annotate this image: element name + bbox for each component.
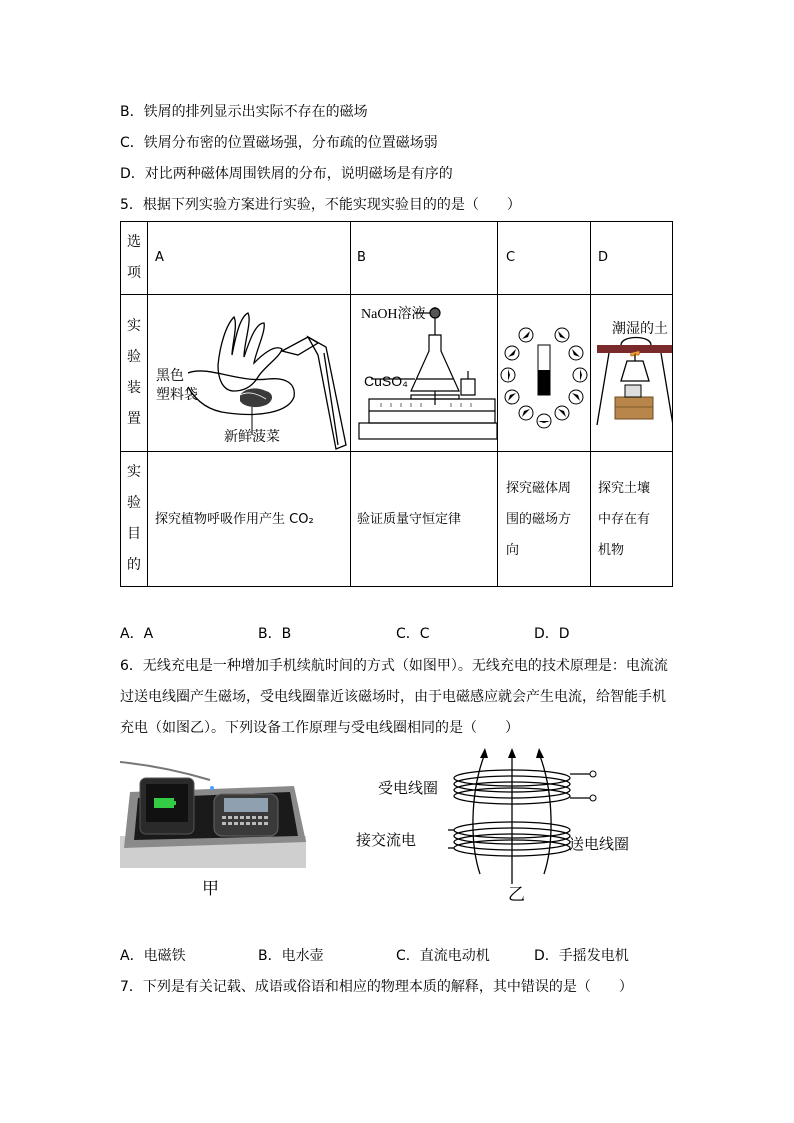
q5-option-b[interactable]: B．B [258,626,292,642]
purpose-line: 向 [506,543,520,558]
label-moist-soil: 潮湿的土 [612,321,668,337]
question-6-line-3: 充电（如图乙）。下列设备工作原理与受电线圈相同的是（ ） [120,720,519,736]
option-d-text: D．对比两种磁体周围铁屑的分布，说明磁场是有序的 [120,166,453,182]
label-cuso4: CuSO₄ [364,373,408,389]
figure-c-magnetic-field [498,295,590,451]
question-7-stem: 7．下列是有关记载、成语或俗语和相应的物理本质的解释，其中错误的是（ ） [120,979,633,995]
row-header-option [120,227,148,289]
column-header-a: A [155,250,164,265]
label-line: 塑料袋 [156,387,198,403]
label-receive-coil: 受电线圈 [378,779,439,797]
figure-a-caption: 甲 [202,879,219,899]
column-header-c: C [506,250,516,265]
table-border-right [672,221,673,587]
purpose-line: 探究磁体周 [506,481,572,496]
row-header-char: 的 [127,557,141,573]
q6-option-a[interactable]: A．电磁铁 [120,948,186,964]
label-send-coil: 送电线圈 [569,835,630,853]
row-header-apparatus [120,311,148,435]
label-naoh-solution: NaOH溶液 [361,307,426,322]
row-header-char: 装 [127,380,141,396]
row-header-char: 验 [127,349,141,365]
purpose-c [506,473,571,566]
row-header-char: 实 [127,464,141,480]
purpose-b: 验证质量守恒定律 [357,512,462,527]
label-ac-supply: 接交流电 [356,831,417,849]
label-line: 黑色 [156,368,184,384]
row-header-purpose [120,457,148,581]
question-6-line-2: 过送电线圈产生磁场，受电线圈靠近该磁场时，由于电磁感应就会产生电流，给智能手机 [120,689,666,705]
purpose-line: 中存在有 [598,512,651,527]
purpose-line: 机物 [598,543,625,558]
q5-option-d[interactable]: D．D [534,626,570,642]
row-header-char: 目 [127,526,141,542]
row-header-char: 选 [127,234,141,250]
option-c-text: C．铁屑分布密的位置磁场强，分布疏的位置磁场弱 [120,135,438,151]
purpose-a: 探究植物呼吸作用产生 CO₂ [155,512,314,527]
column-header-d: D [598,250,609,265]
q6-option-c[interactable]: C．直流电动机 [396,948,490,964]
figure-wireless-charger-photo [120,756,306,868]
purpose-line: 围的磁场方 [506,512,572,527]
q5-option-c[interactable]: C．C [396,626,430,642]
figure-b-caption: 乙 [508,885,525,905]
question-6-line-1: 6．无线充电是一种增加手机续航时间的方式（如图甲）。无线充电的技术原理是：电流流 [120,658,668,674]
figure-coil-diagram [350,744,650,904]
q5-option-a[interactable]: A．A [120,626,154,642]
q6-option-b[interactable]: B．电水壶 [258,948,324,964]
row-header-char: 置 [127,411,141,427]
experiment-table [120,221,673,587]
label-black-bag [156,367,198,405]
row-header-char: 实 [127,318,141,334]
column-header-b: B [357,250,366,265]
purpose-d [598,473,650,566]
question-5-stem: 5．根据下列实验方案进行实验，不能实现实验目的的是（ ） [120,197,521,213]
row-header-char: 项 [127,265,141,281]
purpose-line: 探究土壤 [598,481,651,496]
row-header-char: 验 [127,495,141,511]
q6-option-d[interactable]: D．手摇发电机 [534,948,629,964]
label-fresh-spinach: 新鲜菠菜 [224,429,280,445]
option-b-text: B．铁屑的排列显示出实际不存在的磁场 [120,104,368,120]
